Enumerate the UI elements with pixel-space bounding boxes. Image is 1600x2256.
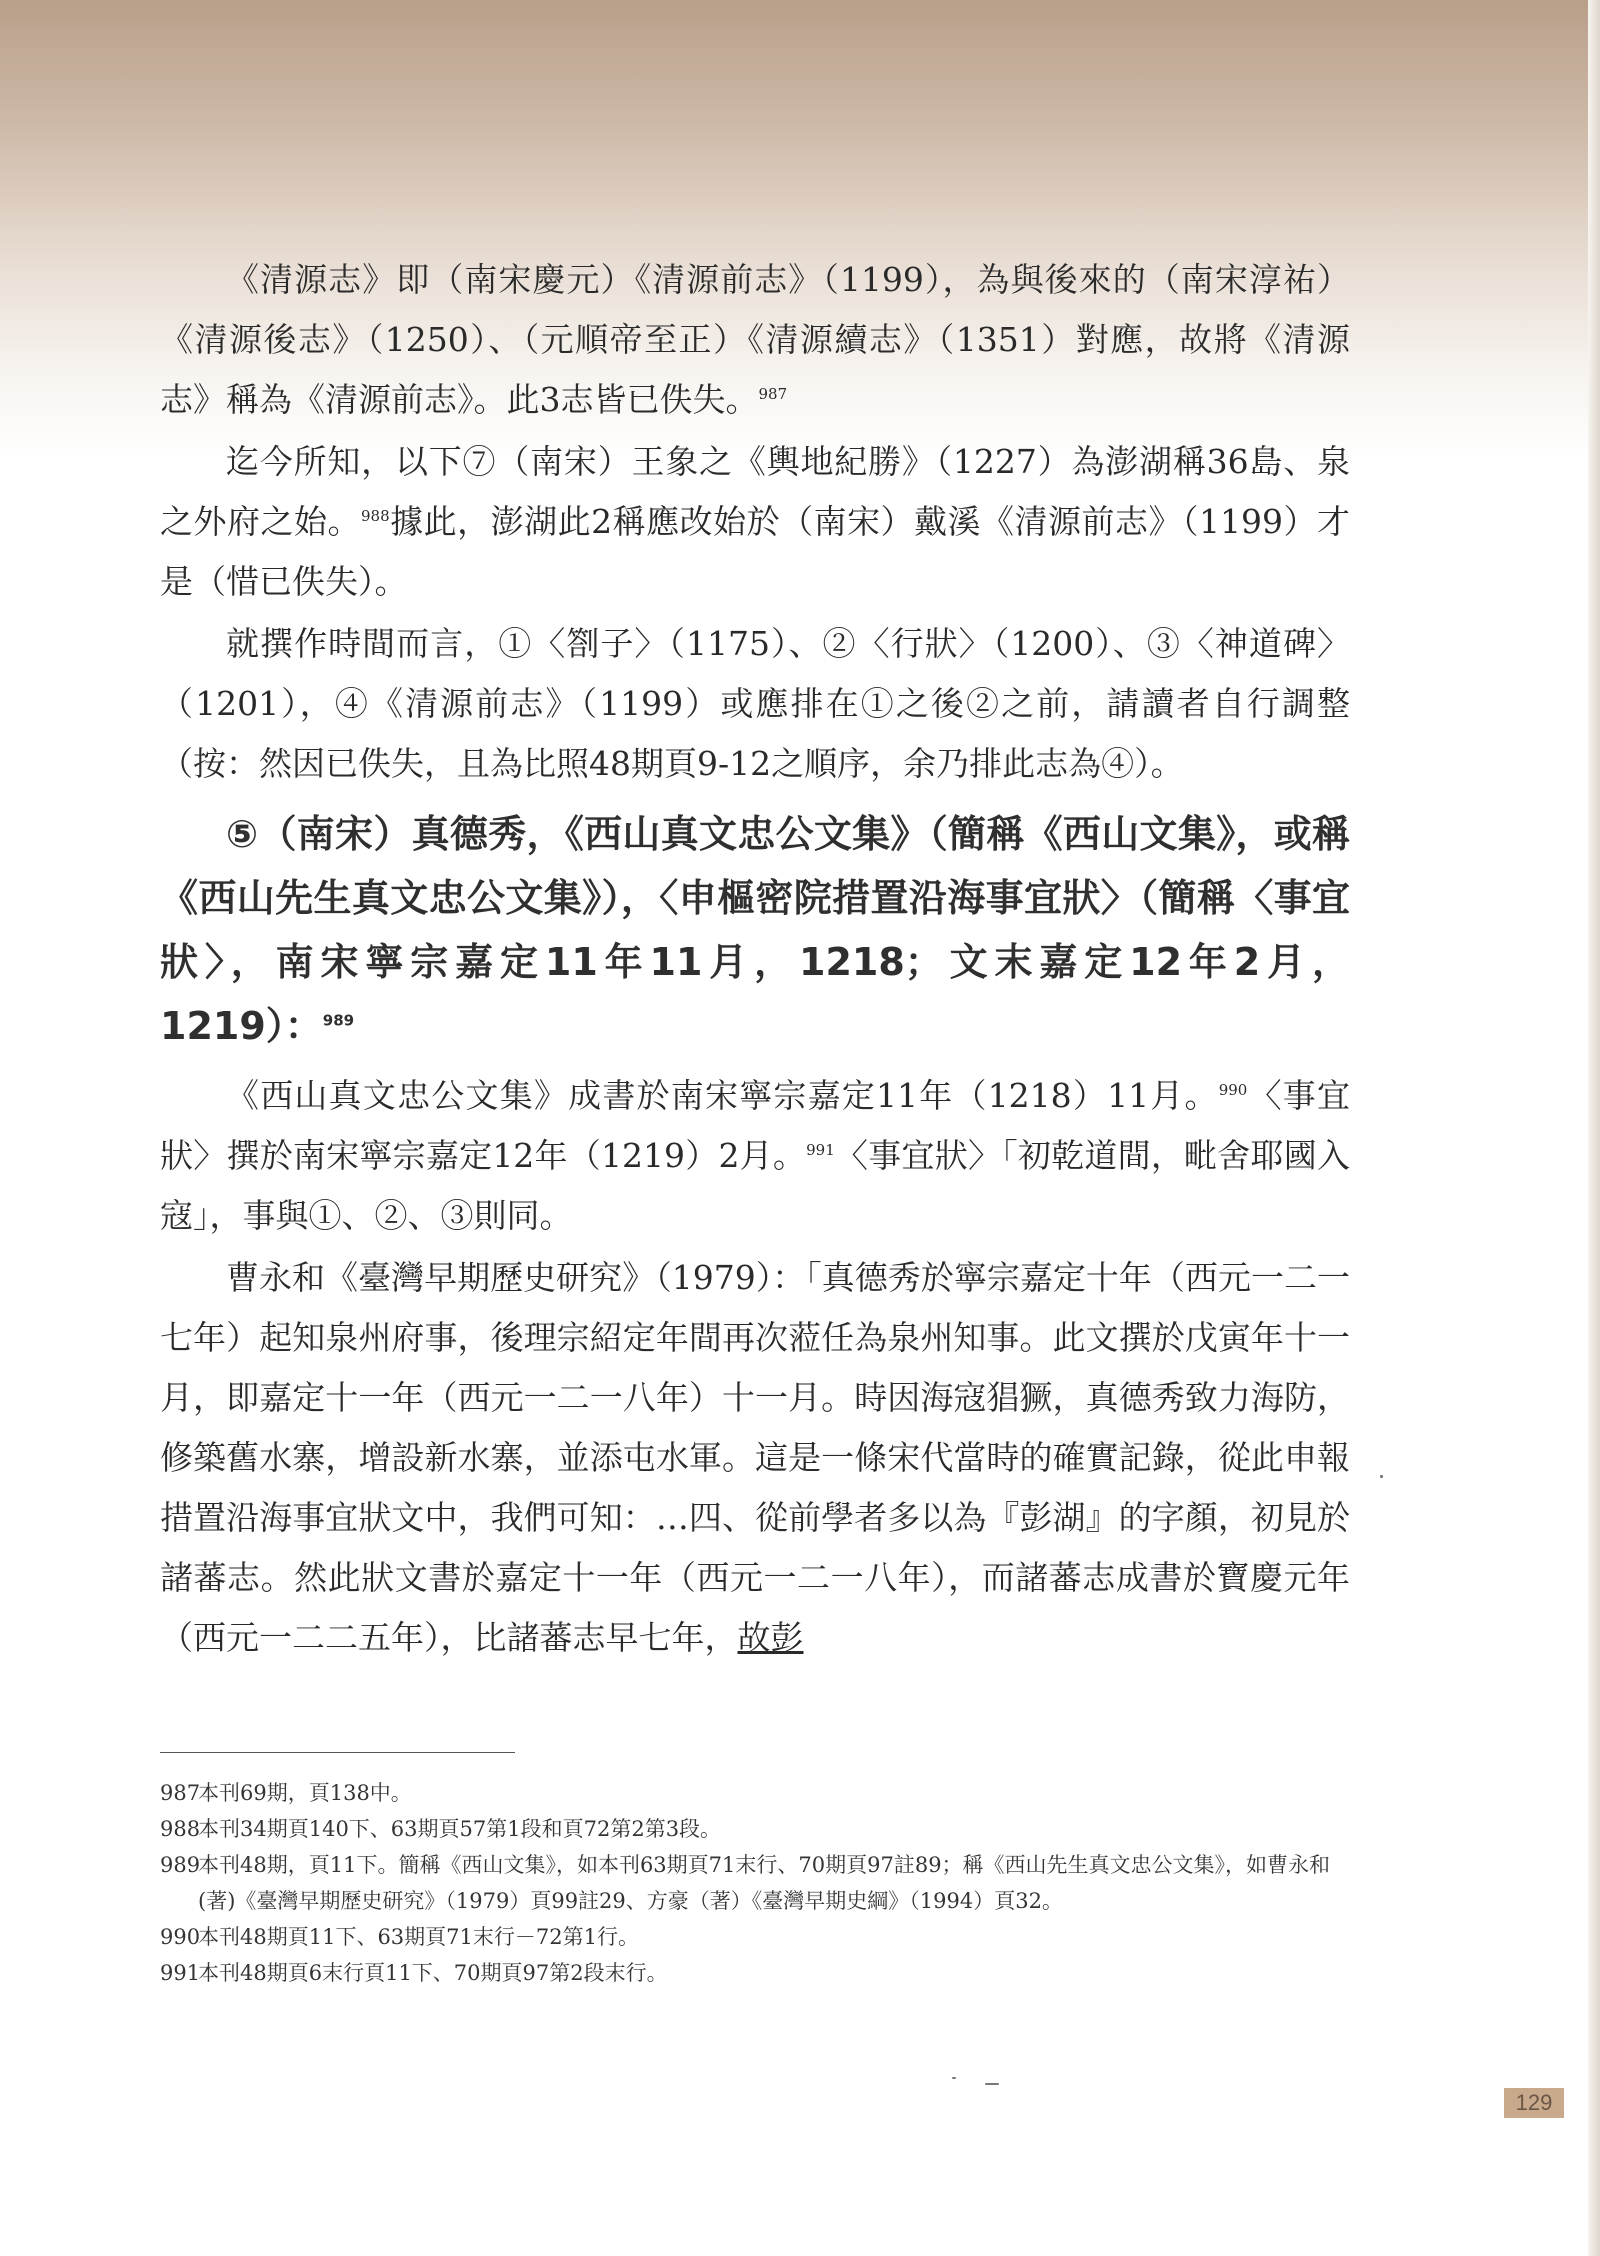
- paragraph-3: [160, 614, 1350, 794]
- footnote-991: [160, 1955, 1350, 1991]
- paragraph-2-text-a: 迄今所知，以下⑦（南宋）王象之《輿地紀勝》（1227）為澎湖稱36島、泉之外府之始。: [160, 442, 1350, 541]
- footnote-text: 本刊48期，頁11下。簡稱《西山文集》，如本刊63期頁71末行、70期頁97註89；稱《西山先生真文忠公文集》，如曹永和(著)《臺灣早期歷史研究》（1979）頁99註29、方豪（著）《臺灣早期史綱》（1994）頁32。: [198, 1853, 1331, 1913]
- footnote-divider: [160, 1752, 515, 1753]
- scan-speck: [952, 2077, 956, 2079]
- footnote-989: [160, 1847, 1350, 1919]
- paragraph-2-text-b: 據此，澎湖此2稱應改始於（南宋）戴溪《清源前志》（1199）才是（惜已佚失）。: [160, 502, 1351, 601]
- footnote-988: [160, 1811, 1350, 1847]
- footnotes: [160, 1775, 1350, 1991]
- paragraph-2: [160, 432, 1350, 612]
- section-heading-text: ⑤（南宋）真德秀，《西山真文忠公文集》（簡稱《西山文集》，或稱《西山先生真文忠公文集》），〈申樞密院措置沿海事宜狀〉（簡稱〈事宜狀〉，南宋寧宗嘉定11年11月，1218；文末嘉定12年2月，1219）：: [160, 812, 1350, 1048]
- paragraph-5-text: 曹永和《臺灣早期歷史研究》（1979）：「真德秀於寧宗嘉定十年（西元一二一七年）起知泉州府事，後理宗紹定年間再次蒞任為泉州知事。此文撰於戊寅年十一月，即嘉定十一年（西元一二一八年）十一月。時因海寇猖獗，真德秀致力海防，修築舊水寨，增設新水寨，並添屯水軍。這是一條宋代當時的確實記錄，從此申報措置沿海事宜狀文中，我們可知：…四、從前學者多以為『彭湖』的字顏，初見於諸蕃志。然此狀文書於嘉定十一年（西元一二一八年），而諸蕃志成書於寶慶元年（西元一二二五年），比諸蕃志早七年，: [160, 1258, 1350, 1657]
- paragraph-4-text-c: 〈事宜狀〉「初乾道間，毗舍耶國入寇」，事與①、②、③則同。: [160, 1136, 1350, 1235]
- paragraph-1-text: 《清源志》即（南宋慶元）《清源前志》（1199），為與後來的（南宋淳祐）《清源後志》（1250）、（元順帝至正）《清源續志》（1351）對應，故將《清源志》稱為《清源前志》。此3志皆已佚失。: [160, 260, 1350, 419]
- footnote-ref-991: 991: [806, 1141, 835, 1159]
- paragraph-3-text: 就撰作時間而言，①〈劄子〉（1175）、②〈行狀〉（1200）、③〈神道碑〉（1201），④《清源前志》（1199）或應排在①之後②之前，請讀者自行調整（按：然因已佚失，且為比照48期頁9-12之順序，余乃排此志為④）。: [160, 624, 1350, 783]
- footnote-text: 本刊48期頁11下、63期頁71末行－72第1行。: [198, 1925, 639, 1949]
- footnote-number: 988: [160, 1817, 201, 1841]
- paragraph-4: [160, 1066, 1350, 1246]
- footnote-text: 本刊69期，頁138中。: [198, 1781, 412, 1805]
- footnote-ref-990: 990: [1218, 1081, 1248, 1099]
- main-text: [160, 250, 1350, 1670]
- scan-speck: [1380, 1475, 1383, 1478]
- footnote-990: [160, 1919, 1350, 1955]
- section-heading: [160, 802, 1350, 1058]
- footnote-text: 本刊48期頁6末行頁11下、70期頁97第2段末行。: [198, 1961, 668, 1985]
- footnote-number: 991: [160, 1961, 201, 1985]
- footnote-ref-989: 989: [322, 1011, 355, 1030]
- footnote-ref-987: 987: [758, 385, 788, 403]
- footnote-ref-988: 988: [360, 507, 390, 525]
- paragraph-5: [160, 1248, 1350, 1668]
- paragraph-4-text-a: 《西山真文忠公文集》成書於南宋寧宗嘉定11年（1218）11月。: [226, 1076, 1219, 1115]
- page-edge-shadow: [1588, 0, 1600, 2256]
- footnote-text: 本刊34期頁140下、63期頁57第1段和頁72第2第3段。: [198, 1817, 722, 1841]
- footnote-number: 989: [160, 1853, 201, 1877]
- footnote-number: 990: [160, 1925, 201, 1949]
- paragraph-5-underlined: 故彭: [737, 1618, 804, 1657]
- page-number: 129: [1504, 2088, 1564, 2118]
- paragraph-4-text-b: 〈事宜狀〉撰於南宋寧宗嘉定12年（1219）2月。: [160, 1076, 1350, 1175]
- scan-speck: [985, 2083, 999, 2085]
- paragraph-1: [160, 250, 1350, 430]
- footnote-987: [160, 1775, 1350, 1811]
- footnote-number: 987: [160, 1781, 201, 1805]
